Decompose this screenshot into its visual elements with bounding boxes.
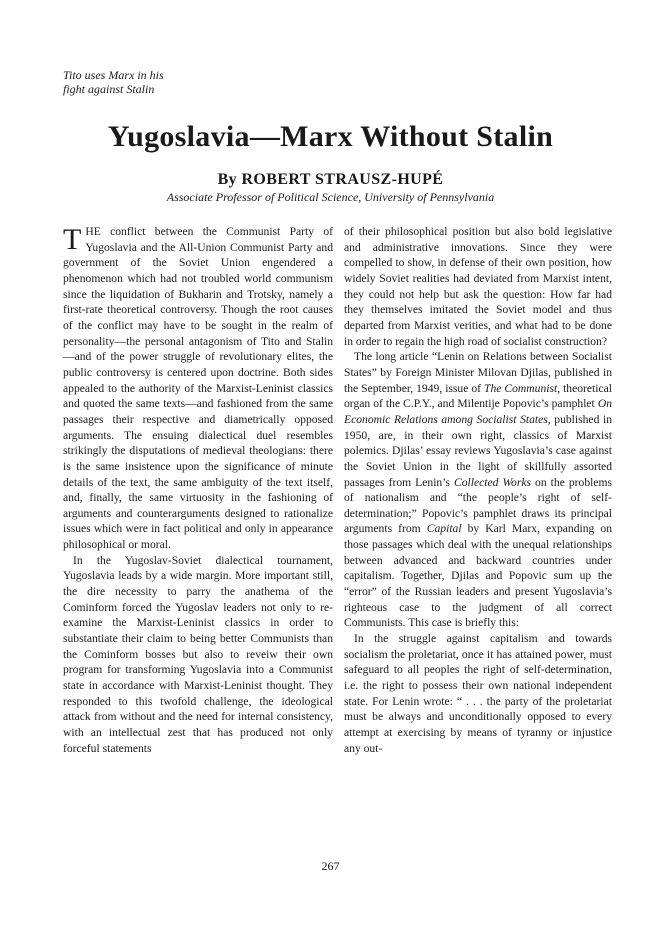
paragraph — [344, 349, 612, 631]
drop-cap: T — [63, 223, 82, 256]
text-run: theoretical organ of the C.P.Y., and Milentije Popovic’s pamphlet — [344, 381, 612, 411]
publication-title: Collected Works — [453, 475, 532, 489]
kicker — [63, 68, 164, 96]
author-affiliation: Associate Professor of Political Science, University of Pennsylvania — [166, 190, 495, 204]
right-column — [344, 224, 612, 756]
publication-title: On Economic Relations among Socialist States, — [344, 397, 612, 426]
paragraph — [63, 224, 333, 553]
byline: By ROBERT STRAUSZ-HUPÉ — [217, 171, 444, 188]
text-run: The long article “Lenin on Relations between Socialist States” by Foreign Minister Milovan Djilas, published in the September, 1949, issue of — [344, 350, 612, 395]
text-run: published in 1950, are, in their own right, classics of Marxist polemics. Djilas’ essay reviews Yugoslavia’s case against the Soviet Union in the light of skillfully assorted passages from Lenin’s — [344, 412, 612, 489]
publication-title: Capital — [426, 522, 462, 536]
paragraph: of their philosophical position but also bold legislative and administrative innovations. Since they were compelled to show, in defense of their own position, how widely Soviet realities had deviated from Marxist intent, they could not help but ask the question: How far had they themselves imitated the Soviet model and thus departed from Marxist verities, and what had to be done in order to regain the high road of socialist construction? — [344, 225, 612, 348]
kicker-line-1: Tito uses Marx in his — [63, 68, 164, 82]
publication-title: The Communist, — [484, 381, 561, 395]
article-title: Yugoslavia—Marx Without Stalin — [107, 120, 554, 153]
text-run: by Karl Marx, expanding on those passages which deal with the unequal relationships between advanced and backward countries under capitalism. Together, Djilas and Popovic sum up the “error” of the Russian leaders and present Yugoslavia’s righteous case to the judgment of all correct Communists. This case is briefly this: — [344, 522, 612, 630]
paragraph-text: HE conflict between the Communist Party of Yugoslavia and the All-Union Communist Party and government of the Soviet Union engendered a phenomenon which had not troubled world communism since the liquidation of Bukharin and Trotsky, namely a first-rate theoretical controversy. Though the root causes of the conflict may have to be sought in the realm of personality—the personal antagonism of Tito and Stalin—and of the power struggle of revolutionary elites, the public controversy is centered upon doctrine. Both sides appealed to the authority of the Marxist-Leninist classics and quoted the same texts—and fashioned from the same passages their respective and diametrically opposed arguments. The ensuing dialectical duel resembles strikingly the disputations of medieval theologians: there is the same insistence upon the significance of minute details of the text, the same ambiguity of the text itself, and, finally, the same virtuosity in the fashioning of arguments and counterarguments designed to rationalize issues which were in fact political and only in appearance philosophical or moral. — [63, 225, 333, 552]
paragraph: In the struggle against capitalism and towards socialism the proletariat, once it has attained power, must safeguard to all peoples the right of self-determination, i.e. the right to possess their own national independent state. For Lenin wrote: “ . . . the party of the proletariat must be always and unconditionally opposed to every attempt at exercising by means of tyranny or injustice any out- — [344, 632, 612, 755]
left-column — [63, 224, 333, 756]
page-number: 267 — [321, 859, 340, 873]
text-run: on the problems of nationalism and “the people’s right of self-determination;” Popovic’s pamphlet draws its principal arguments from — [344, 475, 613, 536]
paragraph: In the Yugoslav-Soviet dialectical tournament, Yugoslavia leads by a wide margin. More important still, the dire necessity to parry the anathema of the Cominform forced the Yugoslav leaders not only to re-examine the Marxist-Leninist classics in order to substantiate their claim to being better Communists than the Cominform bosses but also to reveiw their own program for transforming Yugoslavia into a Communist state in accordance with Marxist-Leninist thought. They responded to this twofold challenge, the ideological attack from without and the need for internal consistency, with an intellectual zest that has produced not only forceful statements — [63, 553, 333, 755]
kicker-line-2: fight against Stalin — [63, 82, 155, 96]
